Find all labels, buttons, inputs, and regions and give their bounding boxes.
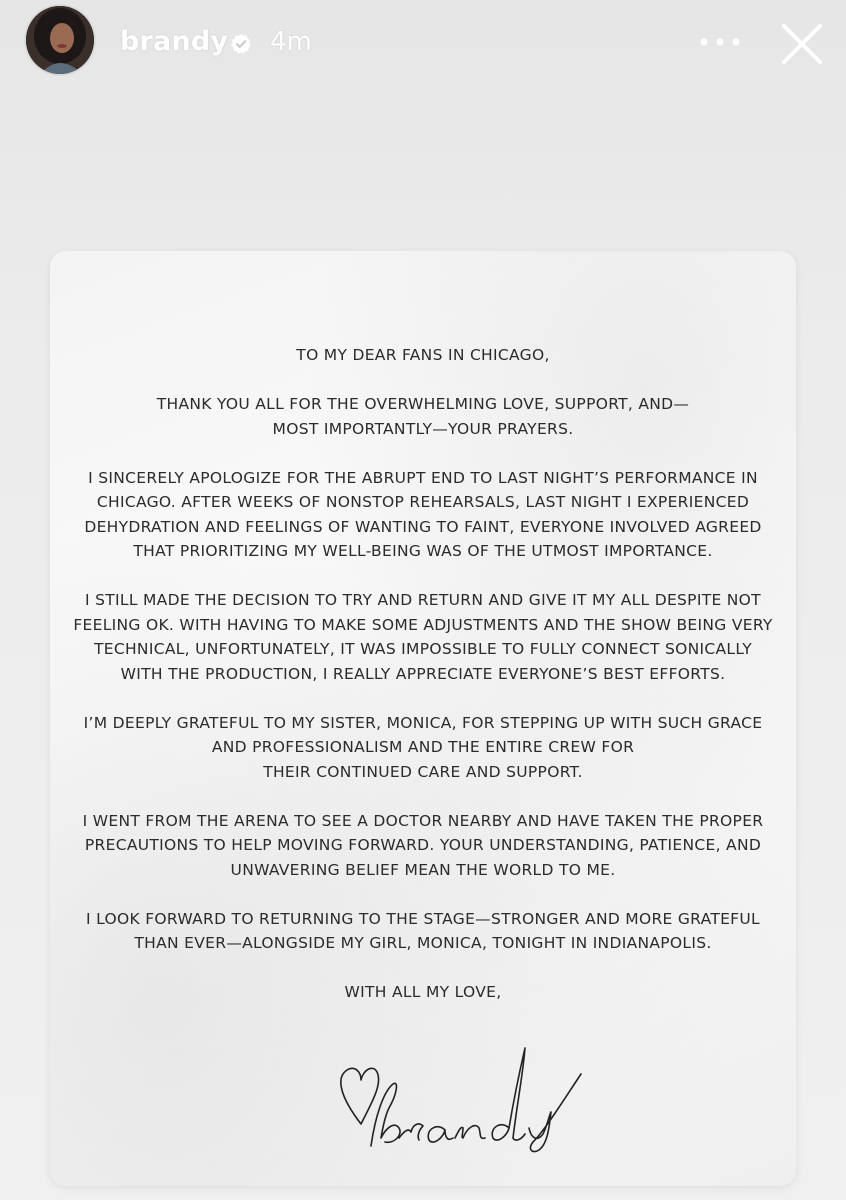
story-timestamp: 4m <box>270 27 312 57</box>
letter-line: THAN EVER—ALONGSIDE MY GIRL, MONICA, TONIGHT IN INDIANAPOLIS. <box>134 934 712 952</box>
letter-body <box>50 343 796 1029</box>
letter-line: I STILL MADE THE DECISION TO TRY AND RETURN AND GIVE IT MY ALL DESPITE NOT <box>85 591 761 609</box>
letter-line: FEELING OK. WITH HAVING TO MAKE SOME ADJUSTMENTS AND THE SHOW BEING VERY <box>73 615 773 634</box>
letter-line: AND PROFESSIONALISM AND THE ENTIRE CREW FOR <box>211 738 635 756</box>
letter-line: I’M DEEPLY GRATEFUL TO MY SISTER, MONICA, FOR STEPPING UP WITH SUCH GRACE <box>83 713 763 732</box>
letter-line: THAT PRIORITIZING MY WELL-BEING WAS OF THE UTMOST IMPORTANCE. <box>133 542 713 560</box>
verified-badge-icon <box>230 33 252 55</box>
more-options-icon[interactable] <box>696 28 744 56</box>
letter-line: PRECAUTIONS TO HELP MOVING FORWARD. YOUR UNDERSTANDING, PATIENCE, AND <box>84 836 762 854</box>
letter-image <box>50 251 796 1186</box>
letter-paragraph-thanks <box>50 392 796 441</box>
letter-line: UNWAVERING BELIEF MEAN THE WORLD TO ME. <box>230 860 616 879</box>
letter-paragraph-gratitude <box>50 711 796 785</box>
story-username[interactable]: brandy <box>120 26 229 57</box>
letter-line: TECHNICAL, UNFORTUNATELY, IT WAS IMPOSSIBLE TO FULLY CONNECT SONICALLY <box>93 640 753 658</box>
letter-line: I SINCERELY APOLOGIZE FOR THE ABRUPT END TO LAST NIGHT’S PERFORMANCE IN <box>88 468 758 487</box>
letter-line: THANK YOU ALL FOR THE OVERWHELMING LOVE, SUPPORT, AND— <box>156 395 690 413</box>
letter-line: THEIR CONTINUED CARE AND SUPPORT. <box>263 762 583 781</box>
letter-line: DEHYDRATION AND FEELINGS OF WANTING TO FAINT, EVERYONE INVOLVED AGREED <box>84 517 762 536</box>
story-header <box>0 0 846 90</box>
letter-paragraph-decision <box>50 588 796 686</box>
letter-paragraph-forward <box>50 907 796 956</box>
letter-line: CHICAGO. AFTER WEEKS OF NONSTOP REHEARSALS, LAST NIGHT I EXPERIENCED <box>96 493 750 511</box>
letter-line: MOST IMPORTANTLY—YOUR PRAYERS. <box>272 419 574 438</box>
letter-closing: WITH ALL MY LOVE, <box>344 983 502 1001</box>
profile-avatar[interactable] <box>26 6 94 74</box>
letter-line: WITH THE PRODUCTION, I REALLY APPRECIATE EVERYONE’S BEST EFFORTS. <box>120 664 726 683</box>
close-icon[interactable] <box>778 20 826 68</box>
letter-line: I WENT FROM THE ARENA TO SEE A DOCTOR NEARBY AND HAVE TAKEN THE PROPER <box>82 811 764 830</box>
letter-greeting: TO MY DEAR FANS IN CHICAGO, <box>296 346 550 364</box>
letter-paragraph-apology <box>50 466 796 564</box>
letter-line: I LOOK FORWARD TO RETURNING TO THE STAGE—STRONGER AND MORE GRATEFUL <box>86 909 760 928</box>
letter-paragraph-doctor <box>50 809 796 883</box>
handwritten-signature <box>333 1034 633 1154</box>
